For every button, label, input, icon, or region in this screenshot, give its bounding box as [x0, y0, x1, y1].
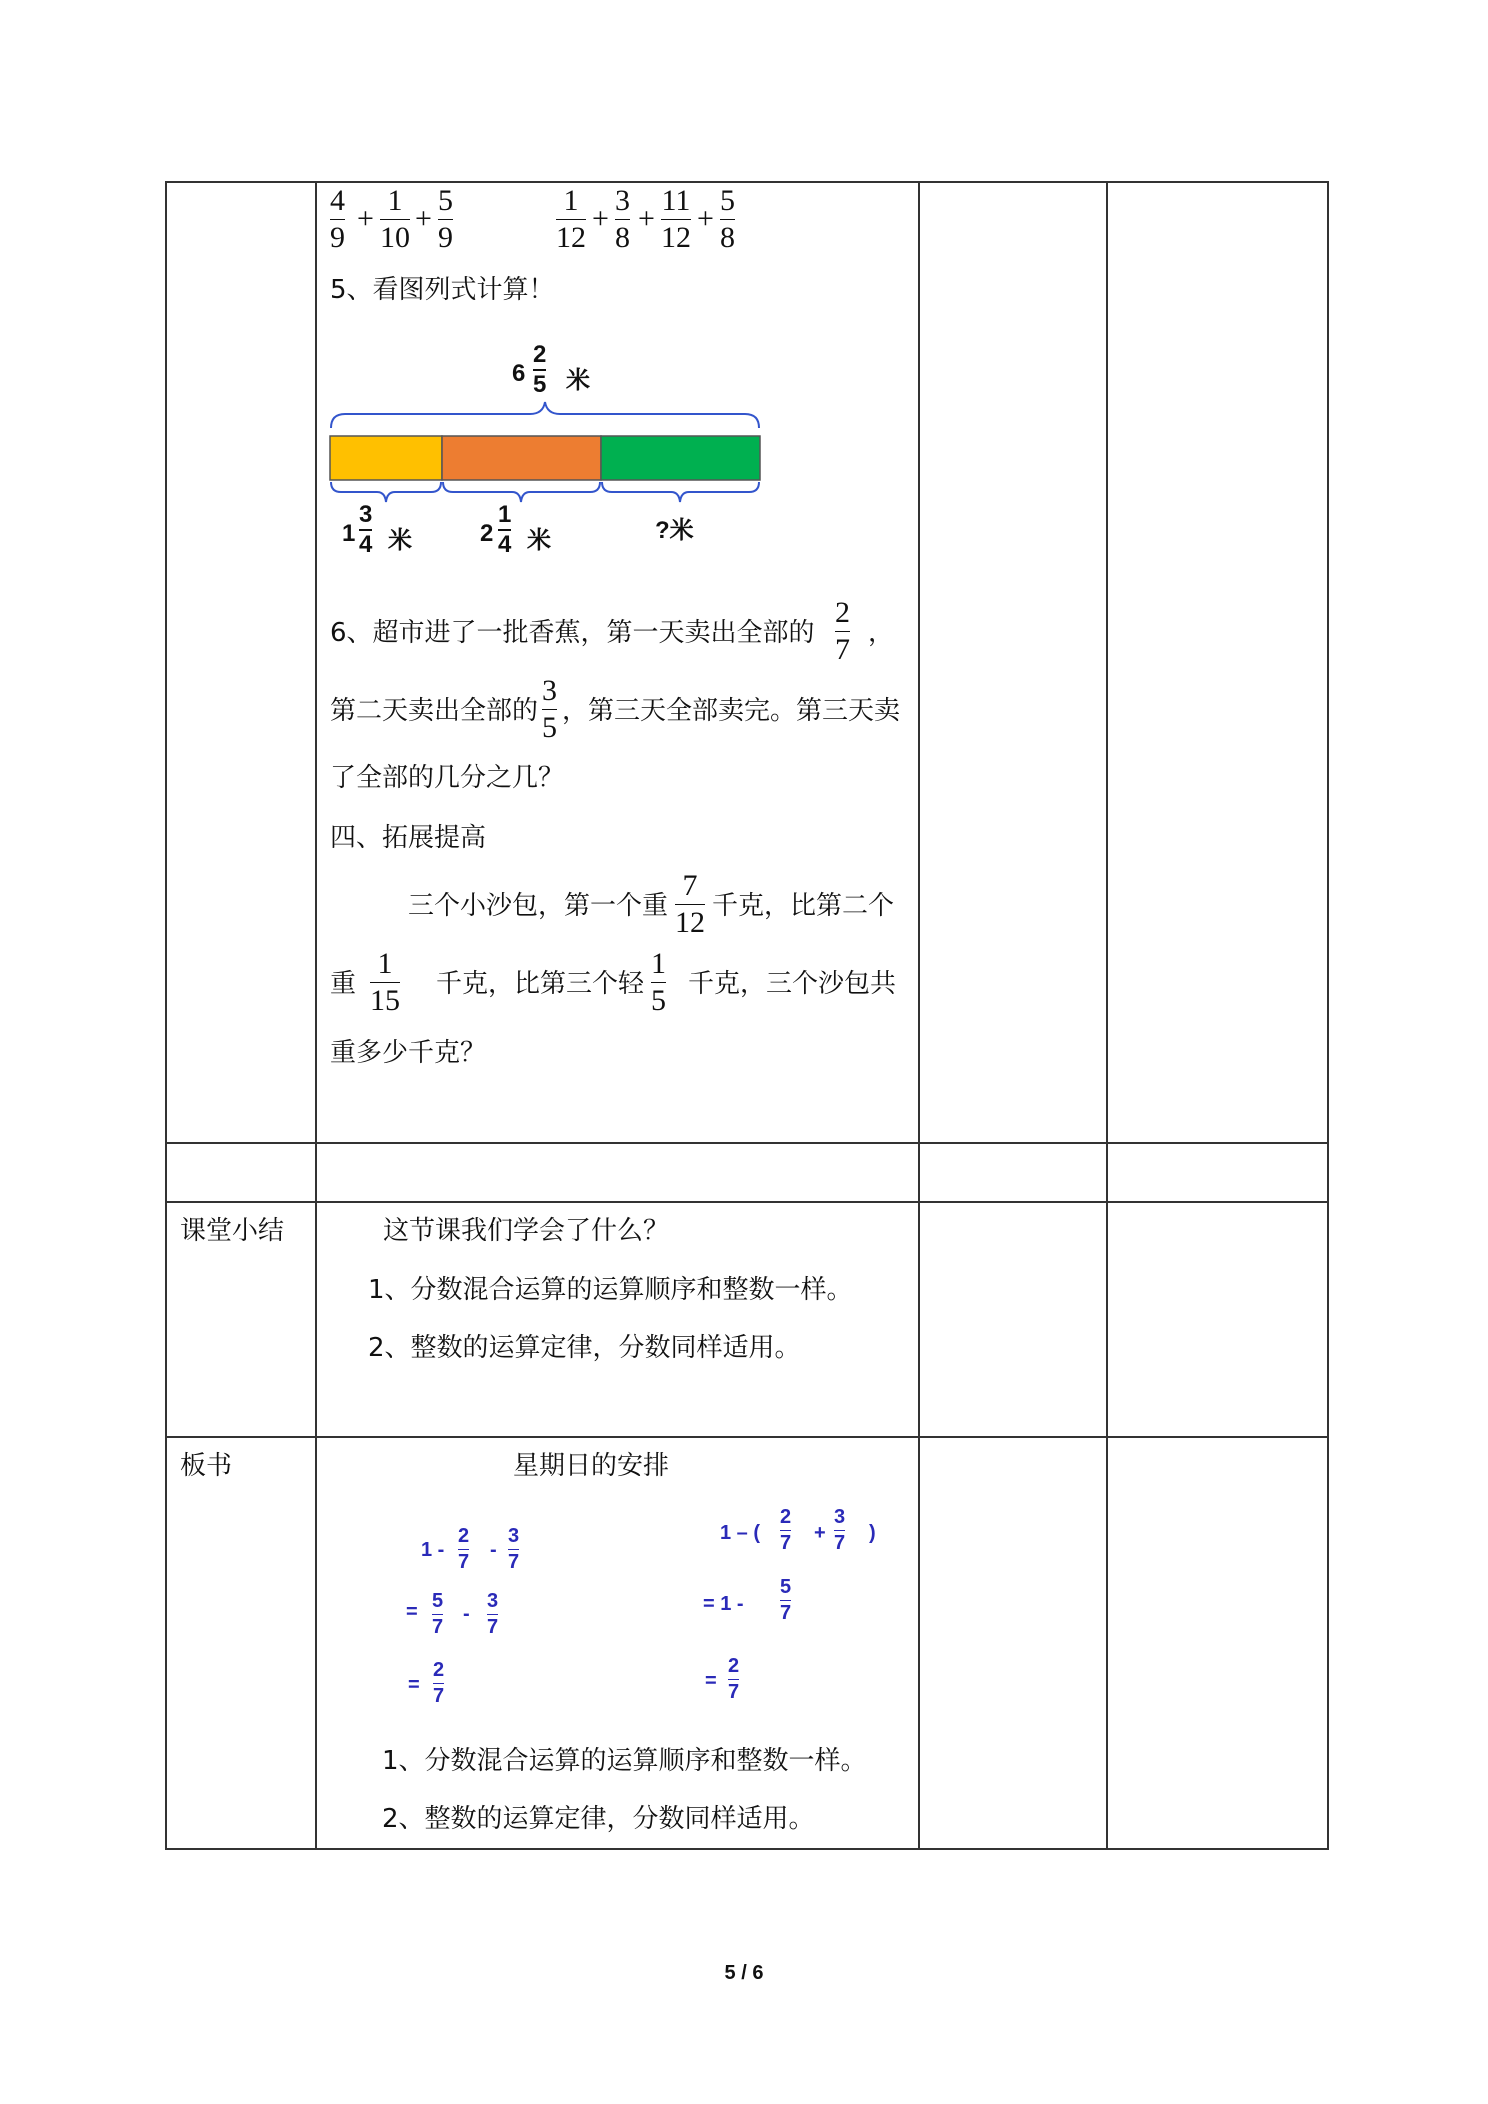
fraction: 3 7	[487, 1590, 499, 1638]
minus-sign: -	[490, 1539, 497, 1561]
fraction: 1 12	[556, 184, 586, 254]
segment2-fraction: 1 4	[498, 501, 512, 558]
left-row3-lead: =	[408, 1674, 420, 1696]
right-row2-lead: = 1 -	[703, 1593, 744, 1615]
plus-sign: +	[814, 1522, 826, 1544]
bottom-brace-2	[443, 482, 600, 502]
exercise6-line2b: ，第三天全部卖完。第三天卖	[562, 696, 901, 726]
board-label: 板书	[180, 1451, 233, 1481]
total-fraction: 2 5	[533, 341, 547, 398]
section4-heading: 四、拓展提高	[330, 823, 487, 853]
table-border-left	[165, 181, 167, 1850]
table-row-divider	[165, 1436, 1329, 1438]
table-border-bottom	[165, 1848, 1329, 1850]
section4-line1b: 千克，比第二个	[712, 891, 895, 921]
exercise5-title: 5、看图列式计算！	[330, 275, 555, 305]
right-row3-lead: =	[705, 1670, 717, 1692]
top-brace	[331, 402, 759, 428]
exercise6-line2a: 第二天卖出全部的	[330, 696, 539, 726]
left-row1-lead: 1 -	[421, 1539, 445, 1561]
plus-sign: +	[697, 202, 714, 235]
plus-sign: +	[638, 202, 655, 235]
exercise6-line1: 6、超市进了一批香蕉，第一天卖出全部的	[330, 618, 815, 648]
plus-sign: +	[357, 202, 374, 235]
section4-fraction-3: 1 5	[651, 947, 666, 1017]
segment2-unit: 米	[527, 527, 551, 554]
table-row-divider	[165, 1201, 1329, 1203]
section4-fraction-1: 7 12	[675, 869, 705, 939]
segment-1	[330, 436, 442, 480]
section4-fraction-2: 1 15	[370, 947, 400, 1017]
fraction: 4 9	[330, 184, 345, 254]
segment-3	[601, 436, 760, 480]
left-row2-lead: =	[406, 1601, 418, 1623]
fraction: 5 8	[720, 184, 735, 254]
section4-line2c: 千克，三个沙包共	[688, 969, 897, 999]
summary-intro: 这节课我们学会了什么？	[383, 1216, 670, 1246]
fraction: 5 7	[432, 1590, 444, 1638]
exercise6-comma: ，	[868, 618, 895, 648]
minus-sign: -	[463, 1603, 470, 1625]
plus-sign: +	[592, 202, 609, 235]
fraction: 3 7	[834, 1506, 846, 1554]
segment3-label: ?米	[655, 517, 694, 544]
right-row1-lead: 1 – (	[720, 1522, 761, 1544]
summary-item-1: 1、分数混合运算的运算顺序和整数一样。	[368, 1275, 853, 1305]
fraction: 2 7	[433, 1659, 445, 1707]
board-item-1: 1、分数混合运算的运算顺序和整数一样。	[382, 1746, 867, 1776]
section4-line2a: 重	[330, 969, 357, 999]
total-whole: 6	[512, 360, 526, 387]
segment2-whole: 2	[480, 520, 494, 547]
exercise6-line3: 了全部的几分之几？	[330, 763, 565, 793]
table-border-top	[165, 181, 1329, 183]
segment1-fraction: 3 4	[359, 501, 373, 558]
fraction: 5 9	[438, 184, 453, 254]
segment1-unit: 米	[388, 527, 412, 554]
bar-diagram-graphic	[325, 400, 765, 508]
exercise6-fraction-1: 2 7	[835, 596, 850, 666]
fraction: 3 8	[615, 184, 630, 254]
table-row-divider	[165, 1142, 1329, 1144]
segment1-whole: 1	[342, 520, 356, 547]
board-title: 星期日的安排	[513, 1451, 670, 1481]
section4-line3: 重多少千克？	[330, 1038, 487, 1068]
section4-line2b: 千克，比第三个轻	[436, 969, 645, 999]
table-column-divider	[315, 181, 317, 1850]
table-column-divider	[918, 181, 920, 1850]
fraction: 1 10	[380, 184, 410, 254]
summary-label: 课堂小结	[180, 1216, 285, 1246]
right-row1-close: )	[869, 1522, 876, 1544]
segment-2	[442, 436, 601, 480]
plus-sign: +	[415, 202, 432, 235]
table-column-divider	[1106, 181, 1108, 1850]
section4-line1a: 三个小沙包，第一个重	[408, 891, 669, 921]
fraction: 2 7	[728, 1655, 740, 1703]
summary-item-2: 2、整数的运算定律，分数同样适用。	[368, 1333, 801, 1363]
board-item-2: 2、整数的运算定律，分数同样适用。	[382, 1804, 815, 1834]
exercise6-fraction-2: 3 5	[542, 674, 557, 744]
bottom-brace-3	[602, 482, 759, 502]
fraction: 2 7	[780, 1506, 792, 1554]
fraction: 11 12	[661, 184, 691, 254]
total-unit: 米	[566, 367, 590, 394]
fraction: 3 7	[508, 1525, 520, 1573]
bottom-brace-1	[331, 482, 441, 502]
page-number: 5 / 6	[724, 1962, 764, 1984]
fraction: 2 7	[458, 1525, 470, 1573]
fraction: 5 7	[780, 1576, 792, 1624]
table-border-right	[1327, 181, 1329, 1850]
